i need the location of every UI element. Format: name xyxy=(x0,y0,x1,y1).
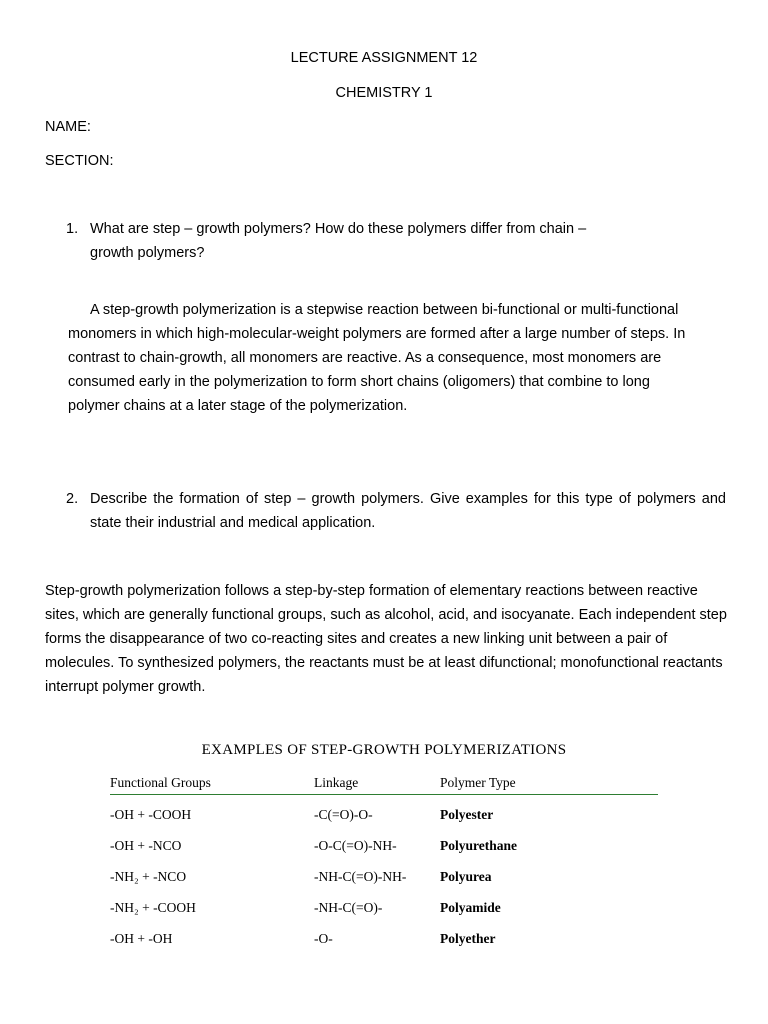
column-header-functional-groups: Functional Groups xyxy=(110,775,211,790)
polymer-type-cell: Polyurethane xyxy=(440,838,517,853)
table-title: EXAMPLES OF STEP-GROWTH POLYMERIZATIONS xyxy=(201,742,567,758)
question-2-number: 2. xyxy=(66,491,79,507)
name-label: NAME: xyxy=(45,119,91,135)
table-header-row xyxy=(110,774,658,795)
table-row xyxy=(110,857,658,888)
polymer-type-cell: Polyamide xyxy=(440,900,501,915)
functional-groups-cell: -NH₂ + -NCO xyxy=(110,869,187,884)
column-header-linkage: Linkage xyxy=(314,775,359,790)
question-2 xyxy=(66,487,726,535)
column-header-polymer-type: Polymer Type xyxy=(440,775,516,790)
table-row xyxy=(110,888,658,919)
functional-groups-cell: -NH₂ + -COOH xyxy=(110,900,196,915)
linkage-cell: -O- xyxy=(314,931,333,946)
polymer-type-cell: Polyester xyxy=(440,807,494,822)
question-1-text: What are step – growth polymers? How do these polymers differ from chain – growth polymers? xyxy=(90,221,587,261)
answer-2-text: Step-growth polymerization follows a step-by-step formation of elementary reactions between reactive sites, which are generally functional groups, such as alcohol, acid, and isocyanate. Each independent step forms the disappearance of two co-reacting sites and creates a new linking unit between a pair of molecules. To synthesized polymers, the reactants must be at least difunctional; monofunctional reactants interrupt polymer growth. xyxy=(45,583,727,695)
linkage-cell: -NH-C(=O)-NH- xyxy=(314,869,407,884)
linkage-cell: -NH-C(=O)- xyxy=(314,900,383,915)
polymer-table xyxy=(110,774,658,950)
table-row xyxy=(110,795,658,826)
polymer-type-cell: Polyurea xyxy=(440,869,492,884)
table-row xyxy=(110,919,658,950)
functional-groups-cell: -OH + -NCO xyxy=(110,838,182,853)
course-title: CHEMISTRY 1 xyxy=(335,85,433,101)
polymer-type-cell: Polyether xyxy=(440,931,496,946)
section-label: SECTION: xyxy=(45,153,114,169)
question-1 xyxy=(66,217,726,265)
table-row xyxy=(110,826,658,857)
linkage-cell: -C(=O)-O- xyxy=(314,807,373,822)
assignment-title: LECTURE ASSIGNMENT 12 xyxy=(290,50,478,66)
question-1-number: 1. xyxy=(66,221,79,237)
functional-groups-cell: -OH + -COOH xyxy=(110,807,192,822)
linkage-cell: -O-C(=O)-NH- xyxy=(314,838,397,853)
answer-1-text: A step-growth polymerization is a stepwise reaction between bi-functional or multi-functional monomers in which high-molecular-weight polymers are formed after a large number of steps. In contrast to chain-growth, all monomers are reactive. As a consequence, most monomers are consumed early in the polymerization to form short chains (oligomers) that combine to long polymer chains at a later stage of the polymerization. xyxy=(68,302,686,414)
question-2-text: Describe the formation of step – growth polymers. Give examples for this type of polymers and state their industrial and medical application. xyxy=(90,491,726,531)
functional-groups-cell: -OH + -OH xyxy=(110,931,173,946)
